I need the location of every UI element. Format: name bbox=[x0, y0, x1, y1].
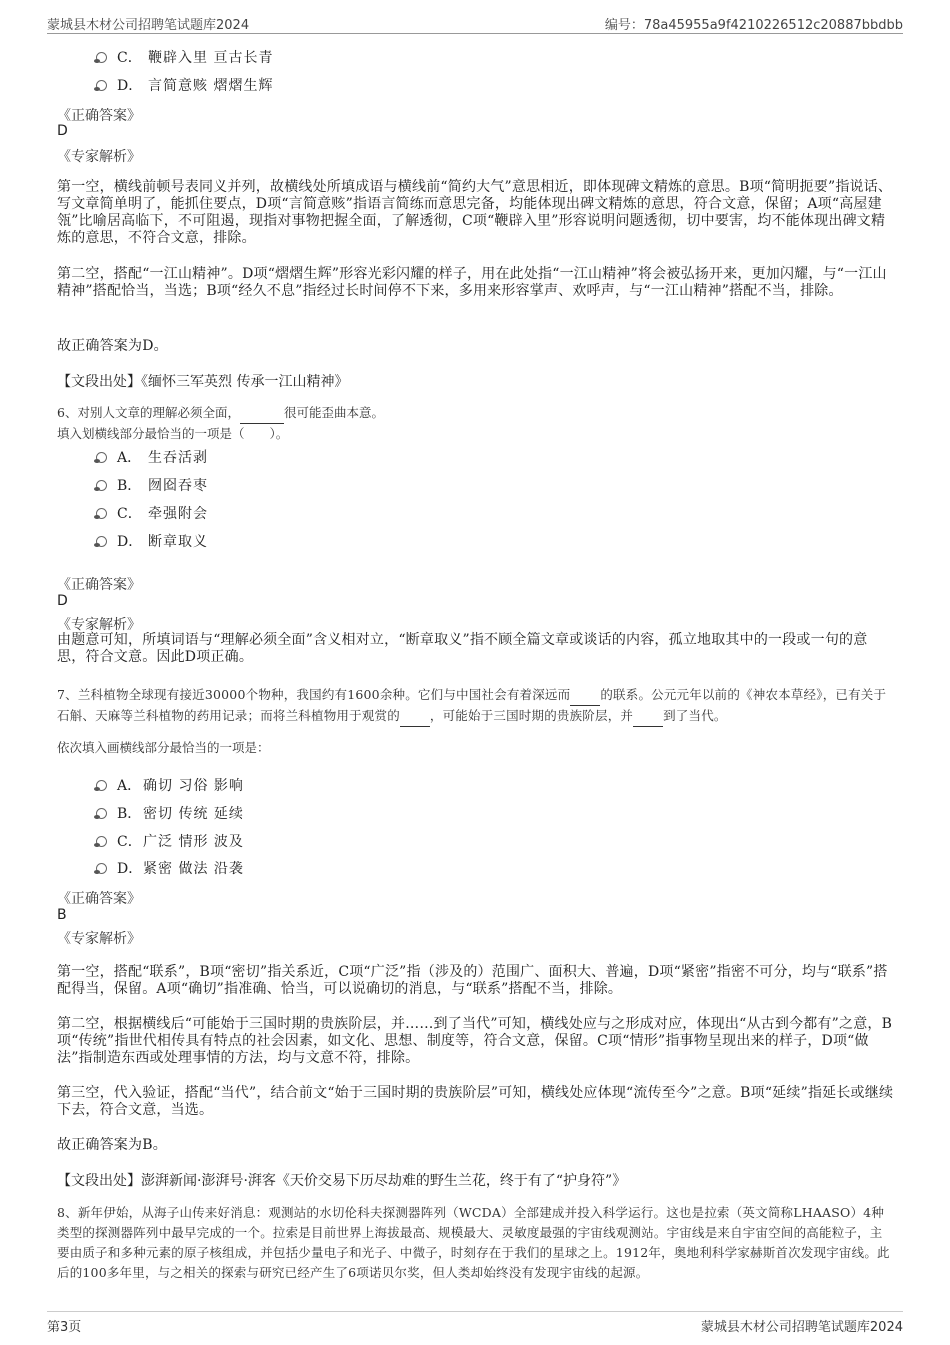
q5-analysis-label: 《专家解析》 bbox=[57, 149, 141, 165]
radio-icon[interactable] bbox=[96, 508, 107, 519]
q7-analysis-p4: 故正确答案为B。 bbox=[57, 1137, 167, 1153]
header-doc-id: 编号：78a45955a9f4210226512c20887bbdbb bbox=[604, 18, 903, 33]
q6-stem: 6、对别人文章的理解必须全面， 很可能歪曲本意。 bbox=[57, 403, 384, 424]
q5-analysis-p3: 故正确答案为D。 bbox=[57, 338, 168, 354]
q7-instruction: 依次填入画横线部分最恰当的一项是： bbox=[57, 740, 270, 755]
radio-icon[interactable] bbox=[96, 480, 107, 491]
radio-icon[interactable] bbox=[96, 452, 107, 463]
q6-instruction: 填入划横线部分最恰当的一项是（ ）。 bbox=[57, 426, 289, 441]
q7-answer: B bbox=[57, 907, 67, 923]
radio-icon[interactable] bbox=[96, 536, 107, 547]
q7-analysis-p1: 第一空，搭配“联系”，B项“密切”指关系近，C项“广泛”指（涉及的）范围广、面积大、普遍，D项“紧密”指密不可分，均与“联系”搭配得当，保留。A项“确切”指准确、恰当，可以说确切的消息，与“联系”搭配不当，排除。 bbox=[57, 964, 888, 997]
q7-answer-label: 《正确答案》 bbox=[57, 891, 141, 907]
q7-stem: 7、兰科植物全球现有接近30000个物种，我国约有1600余种。它们与中国社会有着深远而 的联系。公元元年以前的《神农本草经》，已有关于石斛、天麻等兰科植物的药用记录；而将兰科植物用于观赏的 ，可能始于三国时期的贵族阶层，并 到了当代。 bbox=[57, 685, 895, 727]
page-header bbox=[47, 13, 903, 34]
q5-source: 【文段出处】《缅怀三军英烈 传承一江山精神》 bbox=[57, 374, 349, 390]
radio-icon[interactable] bbox=[96, 80, 107, 91]
q6-analysis-label: 《专家解析》 bbox=[57, 617, 141, 633]
radio-icon[interactable] bbox=[96, 836, 107, 847]
q7-source: 【文段出处】澎湃新闻·澎湃号·湃客《天价交易下历尽劫难的野生兰花，终于有了“护身符”》 bbox=[57, 1173, 627, 1189]
q6-analysis: 由题意可知，所填词语与“理解必须全面”含义相对立，“断章取义”指不顾全篇文章或谈话的内容，孤立地取其中的一段或一句的意思，符合文意。因此D项正确。 bbox=[57, 632, 868, 665]
q7-analysis-label: 《专家解析》 bbox=[57, 931, 141, 947]
q7-analysis-p3: 第三空，代入验证，搭配“当代”，结合前文“始于三国时期的贵族阶层”可知，横线处应体现“流传至今”之意。B项“延续”指延长或继续下去，符合文意，当选。 bbox=[57, 1085, 894, 1118]
q6-answer: D bbox=[57, 593, 68, 609]
radio-icon[interactable] bbox=[96, 780, 107, 791]
q8-stem: 8、新年伊始，从海子山传来好消息：观测站的水切伦科夫探测器阵列（WCDA）全部建成并投入科学运行。这也是拉索（英文简称LHAASO）4种类型的探测器阵列中最早完成的一个。拉索是目前世界上海拔最高、规模最大、灵敏度最强的宇宙线观测站。宇宙线是来自宇宙空间的高能粒子，主要由质子和多种元素的原子核组成，并包括少量电子和光子、中微子，时刻存在于我们的星球之上。1912年，奥地利科学家赫斯首次发现宇宙线。此后的100多年里，与之相关的探索与研究已经产生了6项诺贝尔奖，但人类却始终没有发现宇宙线的起源。 bbox=[57, 1205, 890, 1280]
q5-analysis-p2: 第二空，搭配“一江山精神”。D项“熠熠生辉”形容光彩闪耀的样子，用在此处指“一江山精神”将会被弘扬开来，更加闪耀，与“一江山精神”搭配恰当，当选；B项“经久不息”指经过长时间停不下来，多用来形容掌声、欢呼声，与“一江山精神”搭配不当，排除。 bbox=[57, 266, 887, 299]
radio-icon[interactable] bbox=[96, 863, 107, 874]
footer-title: 蒙城县木材公司招聘笔试题库2024 bbox=[700, 1320, 903, 1335]
header-title: 蒙城县木材公司招聘笔试题库2024 bbox=[47, 18, 250, 33]
q7-analysis-p2: 第二空，根据横线后“可能始于三国时期的贵族阶层，并……到了当代”可知，横线处应与之形成对应，体现出“从古到今都有”之意，B项“传统”指世代相传具有特点的社会因素，如文化、思想、制度等，符合文意，保留。C项“情形”指事物呈现出来的样子，D项“做法”指制造东西或处理事情的方法，均与文意不符，排除。 bbox=[57, 1016, 893, 1066]
page-footer bbox=[47, 1311, 903, 1334]
footer-page-number: 第3页 bbox=[47, 1320, 82, 1335]
q6-answer-label: 《正确答案》 bbox=[57, 577, 141, 593]
q5-answer-label: 《正确答案》 bbox=[57, 108, 141, 124]
radio-icon[interactable] bbox=[96, 52, 107, 63]
q5-answer: D bbox=[57, 123, 68, 139]
q5-analysis-p1: 第一空，横线前顿号表同义并列，故横线处所填成语与横线前“简约大气”意思相近，即体现碑文精炼的意思。B项“简明扼要”指说话、写文章简单明了，能抓住要点，D项“言简意赅”指语言简练而意思完备，均能体现出碑文精炼的意思，符合文意，保留；A项“高屋建瓴”比喻居高临下，不可阻遏，现指对事物把握全面，了解透彻，C项“鞭辟入里”形容说明问题透彻，切中要害，均不能体现出碑文精炼的意思，不符合文意，排除。 bbox=[57, 179, 893, 246]
radio-icon[interactable] bbox=[96, 808, 107, 819]
